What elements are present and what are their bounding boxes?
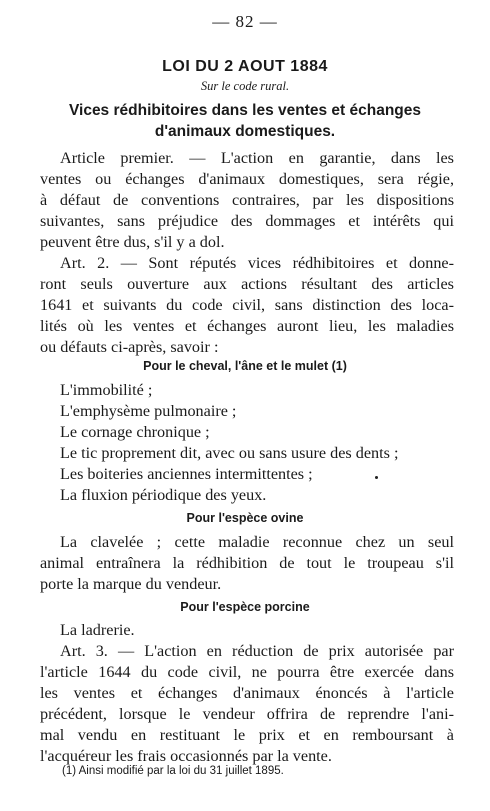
article-1-line: Article premier. — L'action en garantie, dans les [60,149,454,167]
article-1-line: ventes ou échanges d'animaux domestiques, sera régie, [40,170,454,188]
horse-item: La fluxion périodique des yeux. [60,486,267,504]
sheep-line: animal entraînera la rédhibition de tout le troupeau s'il [40,554,454,572]
article-2-line: ou défauts ci-après, savoir : [40,338,219,356]
article-3-line: l'article 1644 du code civil, ne pourra être exercée dans [40,663,454,681]
section-title-line: d'animaux domestiques. [154,123,336,140]
article-3-line: Art. 3. — L'action en réduction de prix autorisée par [60,642,454,660]
article-2-line: Art. 2. — Sont réputés vices rédhibitoires et donne- [60,254,454,272]
law-title: LOI DU 2 AOUT 1884 [162,58,328,75]
horse-item: L'immobilité ; [60,381,153,399]
horse-item: Les boiteries anciennes intermittentes ; [60,465,313,483]
article-3-line: mal vendu en restituant le prix et en remboursant à [40,726,454,744]
section-title [0,100,490,142]
article-2-line: ront seuls ouverture aux actions résultant des articles [40,275,454,293]
horse-item: Le cornage chronique ; [60,423,210,441]
section-title-line: Vices rédhibitoires dans les ventes et échanges [68,102,422,119]
article-3-line: l'acquéreur les frais occasionnés par la vente. [40,747,332,765]
article-3-line: précédent, lorsque le vendeur offrira de reprendre l'ani- [40,705,454,723]
sheep-line: La clavelée ; cette maladie reconnue chez un seul [60,533,454,551]
sheep-line: porte la marque du vendeur. [40,575,222,593]
ink-speck [375,476,378,479]
page-number: — 82 — [212,12,278,31]
law-subtitle: Sur le code rural. [200,79,290,93]
article-1-line: suivantes, sans préjudice des dommages et intérêts qui [40,212,454,230]
article-2-line: 1641 et suivants du code civil, sans distinction des loca- [40,296,454,314]
horse-item: L'emphysème pulmonaire ; [60,402,237,420]
sheep-heading: Pour l'espèce ovine [186,511,304,525]
article-1-line: à défaut de conventions contraires, par les dispositions [40,191,454,209]
article-3-line: les ventes et échanges d'animaux énoncés à l'article [40,684,454,702]
pig-item: La ladrerie. [60,621,135,639]
horse-heading: Pour le cheval, l'âne et le mulet (1) [143,359,347,373]
article-2-line: lités où les ventes et échanges auront lieu, les maladies [40,317,454,335]
article-1-line: peuvent être dus, s'il y a dol. [40,233,225,251]
footnote: (1) Ainsi modifié par la loi du 31 juillet 1895. [62,765,284,777]
pig-heading: Pour l'espèce porcine [180,600,310,614]
horse-item: Le tic proprement dit, avec ou sans usure des dents ; [60,444,399,462]
